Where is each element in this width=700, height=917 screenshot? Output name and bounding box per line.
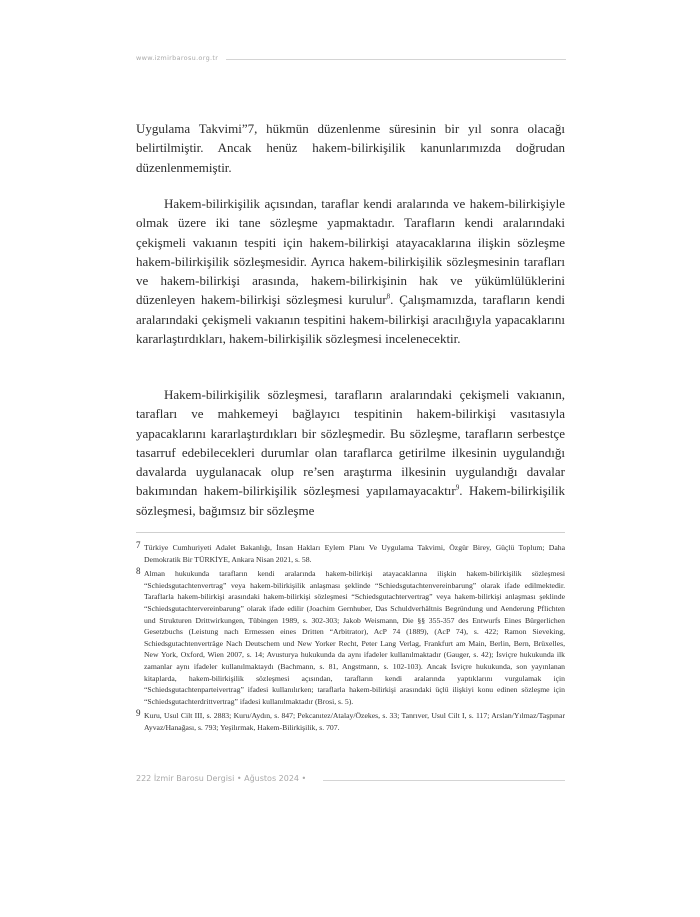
page-footer	[136, 774, 565, 788]
footnote-ref-9[interactable]: 9	[455, 484, 460, 493]
footnote-divider	[136, 532, 565, 533]
footnote-ref-8[interactable]: 8	[386, 293, 391, 302]
page-header	[136, 52, 566, 68]
footnote-text: Alman hukukunda tarafların kendi aralarında hakem-bilirkişi atayacaklarına ilişkin hakem-bilirkişilik sözleşmesi “Schiedsgutachtenvertrag” veya hakem-bilirkişilik anlaşması şeklinde “Schiedsgutachtenvereinbarung” olarak ifade edilmektedir. Taraflarla hakem-bilirkişi arasındaki hakem-bilirkişi sözleşmesi “Schiedsgutachtervertrag” veya hakem-bilirkişi anlaşması şeklinde “Schiedsgutachtervereinbarung” olarak ifade edilir (Joachim Gernhuber, Das Schuldverhältnis Begründung und Aenderung Pflichten und Strukturen Drittwirkungen, Tübingen 1989, s. 302-303; Jakob Weismann, Die §§ 355-357 des Entwurfs Eines Bürgerlichen Gesetzbuchs (Leistung nach Ermessen eines Dritten “Arbitrator), AcP 74 (1889), (AcP 74), s. 422; Ramon Sieveking, Schiedsgutachtenverträge Nach Deutschem und New Yorker Recht, Peter Lang Verlag, Frankfurt am Main, Berlin, Bern, Brüxelles, New York, Oxford, Wien 2007, s. 14; Avusturya hukukunda da aynı ifadeler kullanılmaktadır (Gauger, s. 42); İsviçre hukukunda ilk zamanlar aynı ifadeler kullanılmaktaydı (Bachmann, s. 81, Angstmann, s. 102-103). Ancak İsviçre hukukunda, son yayınlanan kitaplarda, hakem-bilirkişilik sözleşmesi açısından, tarafların kendi aralarında yaptıklarını vurgulamak için “Schiedsgutachtenparteivertrag” ifadesi kullanılırken; taraflarla hakem-bilirkişi arasındaki üçlü ilişkiyi konu edinen sözleşme için “Schiedsgutachterdrittvertrag” ifadesi kullanılmaktadır (Brosi, s. 5).	[144, 569, 565, 706]
paragraph-1	[136, 119, 565, 177]
footnote-8	[136, 568, 565, 707]
paragraph-3-part-a: Hakem-bilirkişilik sözleşmesi, tarafların aralarındaki çekişmeli vakıanın, tarafları ve mahkemeyi bağlayıcı tespitinin hakem-bilirkişi vasıtasıyla yapacaklarını kararlaştırdıkları bir sözleşmedir. Bu sözleşme, tarafların serbestçe tasarruf edebilecekleri durumlar olan taraflarca getirilme ilkesinin uygulandığı davalarda uygulanacak olup re’sen araştırma ilkesinin uygulandığı davalar bakımından hakem-bilirkişilik sözleşmesi yapılamayacaktır	[136, 387, 565, 499]
paragraph-1-text: Uygulama Takvimi”7, hükmün düzenlenme süresinin bir yıl sonra olacağı belirtilmiştir. Ancak henüz hakem-bilirkişilik kanunlarımızda doğrudan düzenlenmemiştir.	[136, 121, 565, 175]
header-url: www.izmirbarosu.org.tr	[136, 54, 219, 62]
footer-text: 222 İzmir Barosu Dergisi • Ağustos 2024 •	[136, 774, 307, 783]
paragraph-2-part-b: . Çalışmamızda, tarafların kendi aralarındaki çekişmeli vakıanın tespitini hakem-bilirkişi aracılığıyla yapacaklarını kararlaştırdıkları, hakem-bilirkişilik sözleşmesi incelenecektir.	[136, 292, 566, 347]
footnote-text: Türkiye Cumhuriyeti Adalet Bakanlığı, İnsan Hakları Eylem Planı Ve Uygulama Takvimi, Özgür Birey, Güçlü Toplum; Daha Demokratik Bir TÜRKİYE, Ankara Nisan 2021, s. 58.	[144, 543, 565, 564]
paragraph-3-text	[136, 385, 565, 520]
header-divider	[226, 59, 566, 60]
footnote-9	[136, 710, 565, 733]
paragraph-2-text	[136, 194, 565, 348]
paragraph-2	[136, 194, 565, 348]
footnote-number: 8	[136, 566, 141, 577]
footnote-number: 9	[136, 708, 141, 719]
paragraph-3-part-b: . Hakem-bilirkişilik sözleşmesi, bağımsız bir sözleşme	[136, 483, 566, 518]
paragraph-2-part-a: Hakem-bilirkişilik açısından, taraflar kendi aralarında ve hakem-bilirkişiyle olmak üzere iki tane sözleşme yapmaktadır. Tarafların kendi aralarındaki çekişmeli vakıanın tespiti için hakem-bilirkişi atayacaklarına ilişkin sözleşme hakem-bilirkişilik sözleşmesidir. Ayrıca hakem-bilirkişilik sözleşmesinin tarafları ve hakem-bilirkişi arasında, hakem-bilirkişinin hak ve yükümlülüklerini düzenleyen hakem-bilirkişi sözleşmesi kurulur	[136, 196, 565, 308]
footnotes	[136, 542, 565, 737]
footnote-7	[136, 542, 565, 565]
footer-divider	[323, 780, 565, 781]
paragraph-3	[136, 385, 565, 520]
footnote-number: 7	[136, 540, 141, 550]
footnote-text: Kuru, Usul Cilt III, s. 2883; Kuru/Aydın, s. 847; Pekcanıtez/Atalay/Özekes, s. 33; Tanrıver, Usul Cilt I, s. 117; Arslan/Yılmaz/Taşpınar Ayvaz/Hanağası, s. 793; Yeşilırmak, Hakem-Bilirkişilik, s. 707.	[144, 711, 565, 732]
